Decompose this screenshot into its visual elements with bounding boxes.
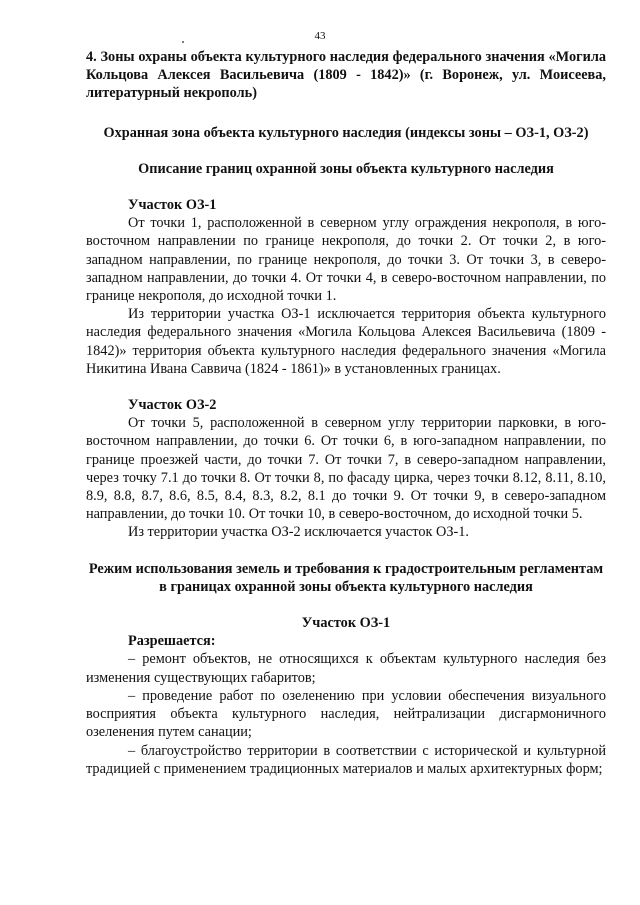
regime-plot-title: Участок ОЗ-1 — [301, 615, 391, 632]
plot1-paragraph-1: От точки 1, расположенной в северном углу ограждения некрополя, в юго-восточном направлении по границе некрополя, до точки 2. От точки 2, в юго-западном направлении, по границе некрополя, до точки 3. От точки 3, в северо-западном направлении, до точки 4. От точки 4, в северо-восточном направлении, по границе некрополя, до исходной точки 1. — [86, 215, 606, 305]
allowed-item-repair: – ремонт объектов, не относящихся к объектам культурного наследия без изменения существующих габаритов; — [86, 651, 606, 686]
allowed-item-landscaping: – благоустройство территории в соответствии с исторической и культурной традицией с применением традиционных материалов и малых архитектурных форм; — [86, 742, 606, 777]
page-number: 43 — [314, 30, 326, 42]
scan-speck — [182, 41, 184, 43]
allowed-item-greening: – проведение работ по озеленению при условии обеспечения визуального восприятия объекта культурного наследия, нейтрализации дисгармоничного озеленения путем санации; — [86, 687, 606, 741]
page-content — [86, 48, 606, 778]
allowed-label: Разрешается: — [128, 633, 216, 650]
plot2-paragraph-1: От точки 5, расположенной в северном углу территории парковки, в юго-восточном направлении, до точки 6. От точки 6, в юго-западном направлении, по границе проезжей части, до точки 7. От точки 7, в северо-западном направлении, через точку 7.1 до точки 8. От точки 8, по фасаду цирка, через точки 8.12, 8.11, 8.10, 8.9, 8.8, 8.7, 8.6, 8.5, 8.4, 8.3, 8.2, 8.1 до точки 9. От точки 9, в северо-западном направлении, до точки 10. От точки 10, в северо-восточном, до исходной точки 5. — [86, 415, 606, 523]
plot2-title: Участок ОЗ-2 — [128, 397, 217, 414]
section-heading: 4. Зоны охраны объекта культурного наследия федерального значения «Могила Кольцова Алексея Васильевича (1809 - 1842)» (г. Воронеж, ул. Моисеева, литературный некрополь) — [86, 49, 606, 102]
boundaries-heading: Описание границ охранной зоны объекта культурного наследия — [138, 160, 554, 177]
plot1-paragraph-2: Из территории участка ОЗ-1 исключается территория объекта культурного наследия федерального значения «Могила Кольцова Алексея Васильевича (1809 - 1842)» территория объекта культурного наследия федерального значения «Могила Никитина Ивана Саввича (1824 - 1861)» в установленных границах. — [86, 306, 606, 377]
plot2-paragraph-2: Из территории участка ОЗ-2 исключается участок ОЗ-1. — [128, 524, 469, 541]
regime-heading: Режим использования земель и требования к градостроительным регламентам в границах охранной зоны объекта культурного наследия — [88, 560, 604, 595]
zone-heading: Охранная зона объекта культурного наследия (индексы зоны – ОЗ-1, ОЗ-2) — [103, 124, 589, 141]
plot1-title: Участок ОЗ-1 — [128, 197, 217, 214]
